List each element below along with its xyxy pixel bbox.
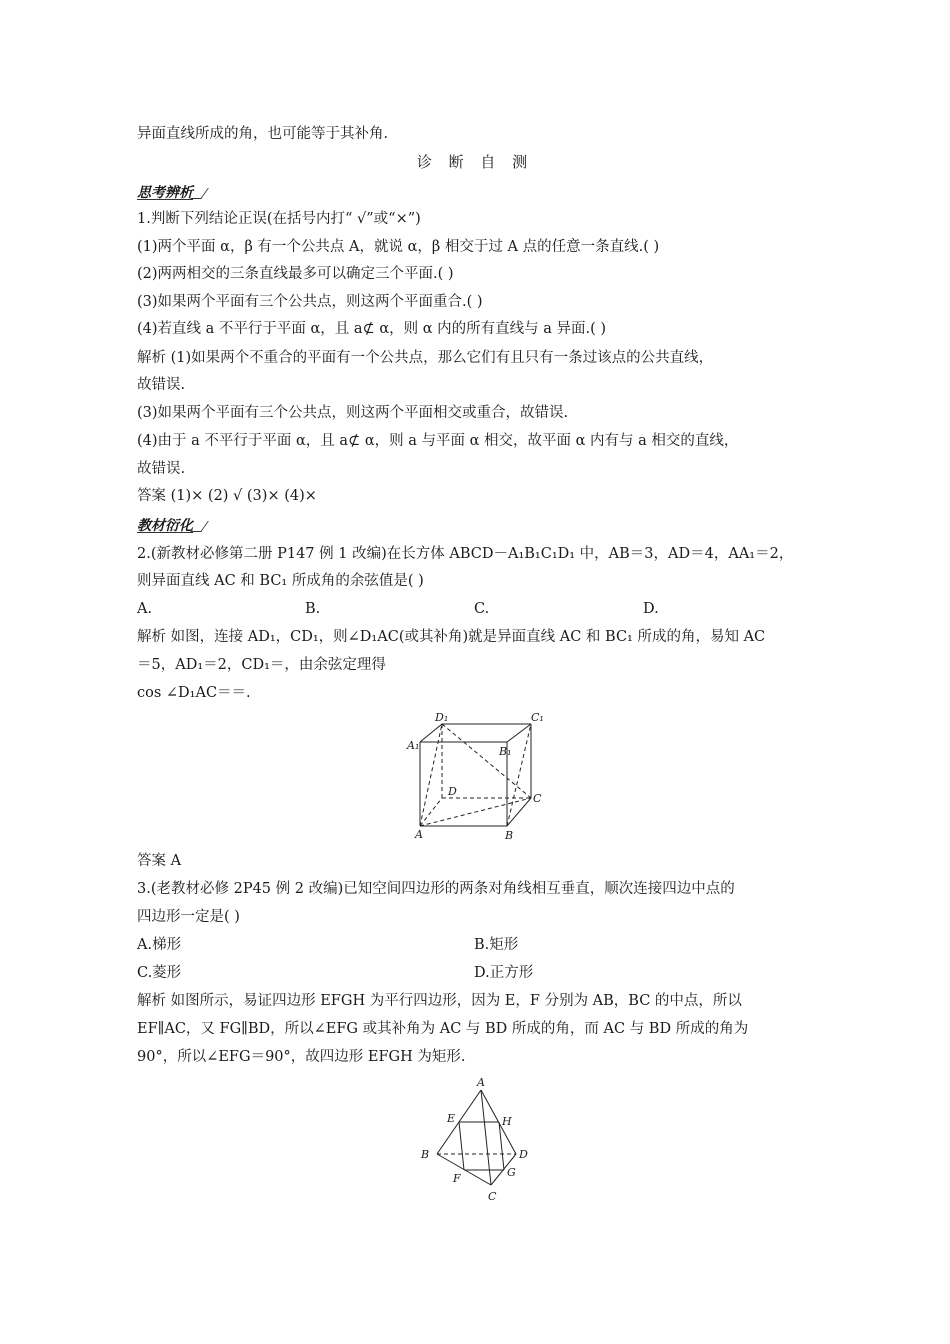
solution-3-line-2: EF∥AC，又 FG∥BD，所以∠EFG 或其补角为 AC 与 BD 所成的角，而 AC 与 BD 所成的角为 <box>137 1021 749 1037</box>
solution-3-line-3: 90°，所以∠EFG＝90°，故四边形 EFGH 为矩形. <box>137 1049 466 1065</box>
q3-option-b: B.矩形 <box>474 937 519 953</box>
label-a1: A₁ <box>407 739 420 752</box>
solution-1-line-3: (3)如果两个平面有三个公共点，则这两个平面相交或重合，故错误. <box>137 405 569 421</box>
label-g: G <box>507 1166 516 1179</box>
solution-1-line-1: 解析 (1)如果两个不重合的平面有一个公共点，那么它们有且只有一条过该点的公共直线， <box>137 350 714 366</box>
solution-2-line-1: 解析 如图，连接 AD₁，CD₁，则∠D₁AC(或其补角)就是异面直线 AC 和 BC₁ 所成的角，易知 AC <box>137 629 766 645</box>
label-d: D <box>448 785 457 798</box>
section-label-text: 教材衍化 <box>137 518 193 534</box>
q2-option-d: D. <box>643 601 659 617</box>
intro-text: 异面直线所成的角，也可能等于其补角. <box>137 126 389 142</box>
tetrahedron-figure <box>415 1074 540 1209</box>
label-a: A <box>477 1076 485 1089</box>
section-label-text: 思考辨析 <box>137 185 193 201</box>
question-3-line-2: 四边形一定是( ) <box>137 909 240 925</box>
question-1-item-4: (4)若直线 a 不平行于平面 α，且 a⊄ α，则 α 内的所有直线与 a 异面.( ) <box>137 321 607 337</box>
label-d: D <box>519 1148 528 1161</box>
label-e: E <box>447 1112 456 1125</box>
label-a: A <box>415 828 423 841</box>
solution-2-line-3: cos ∠D₁AC＝＝. <box>137 685 251 701</box>
question-1-item-3: (3)如果两个平面有三个公共点，则这两个平面重合.( ) <box>137 294 483 310</box>
label-c: C <box>488 1190 497 1203</box>
section-label-textbook <box>137 515 193 535</box>
q2-option-c: C. <box>474 601 490 617</box>
cuboid-figure <box>405 710 555 845</box>
question-1-item-2: (2)两两相交的三条直线最多可以确定三个平面.( ) <box>137 266 454 282</box>
solution-1-line-4: (4)由于 a 不平行于平面 α，且 a⊄ α，则 a 与平面 α 相交，故平面 α 内有与 a 相交的直线， <box>137 433 739 449</box>
question-1-item-1: (1)两个平面 α，β 有一个公共点 A，就说 α，β 相交于过 A 点的任意一条直线.( ) <box>137 239 660 255</box>
label-b: B <box>421 1148 430 1161</box>
solution-1-line-5: 故错误. <box>137 461 186 477</box>
q3-option-d: D.正方形 <box>474 965 534 981</box>
answer-1: 答案 (1)× (2) √ (3)× (4)× <box>137 488 317 504</box>
label-c: C <box>533 792 542 805</box>
question-1-stem: 1.判断下列结论正误(在括号内打“ √”或“×”) <box>137 211 421 227</box>
solution-3-line-1: 解析 如图所示，易证四边形 EFGH 为平行四边形，因为 E，F 分别为 AB，BC 的中点，所以 <box>137 993 742 1009</box>
question-3-line-1: 3.(老教材必修 2P45 例 2 改编)已知空间四边形的两条对角线相互垂直，顺次连接四边中点的 <box>137 881 735 897</box>
label-h: H <box>502 1115 512 1128</box>
q2-option-b: B. <box>305 601 321 617</box>
q2-option-a: A. <box>137 601 153 617</box>
answer-2: 答案 A <box>137 853 182 869</box>
question-2-line-2: 则异面直线 AC 和 BC₁ 所成角的余弦值是( ) <box>137 573 424 589</box>
solution-2-line-2: ＝5，AD₁＝2，CD₁＝，由余弦定理得 <box>137 657 386 673</box>
section-label-thinking <box>137 182 193 202</box>
q3-option-c: C.菱形 <box>137 965 182 981</box>
solution-1-line-2: 故错误. <box>137 377 186 393</box>
label-c1: C₁ <box>531 711 544 724</box>
section-heading: 诊 断 自 测 <box>416 153 534 171</box>
label-b1: B₁ <box>499 745 512 758</box>
label-f: F <box>453 1172 461 1185</box>
label-d1: D₁ <box>435 711 449 724</box>
label-b: B <box>505 829 514 842</box>
q3-option-a: A.梯形 <box>137 937 182 953</box>
question-2-line-1: 2.(新教材必修第二册 P147 例 1 改编)在长方体 ABCD－A₁B₁C₁D₁ 中，AB＝3，AD＝4，AA₁＝2， <box>137 546 794 562</box>
